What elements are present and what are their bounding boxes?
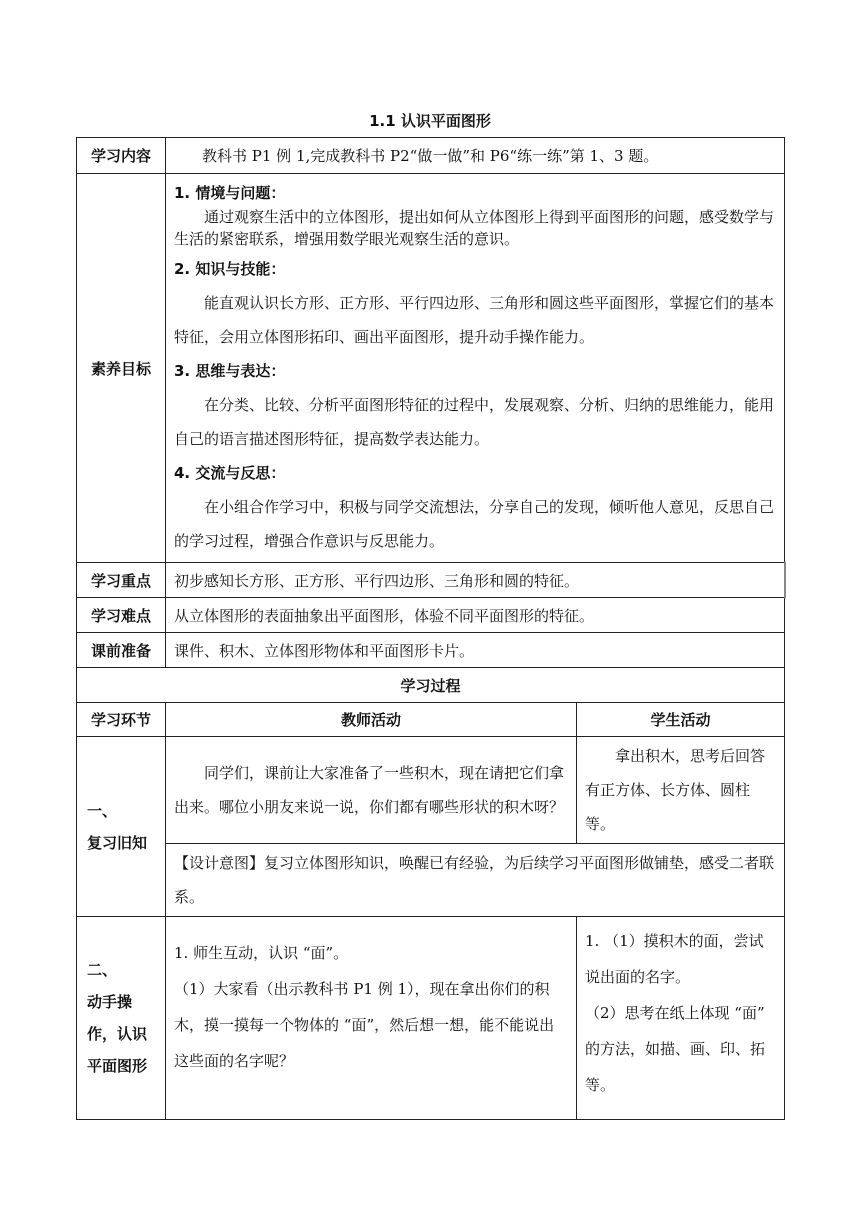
- label-difficulty: 学习难点: [77, 598, 166, 633]
- stage2-student: [577, 917, 785, 1120]
- goals-cell: [166, 174, 785, 563]
- key-text: 初步感知长方形、正方形、平行四边形、三角形和圆的特征。: [166, 563, 785, 598]
- label-content: 学习内容: [77, 138, 166, 174]
- prep-text: 课件、积木、立体图形物体和平面图形卡片。: [166, 633, 785, 668]
- goal-1-text: 通过观察生活中的立体图形，提出如何从立体图形上得到平面图形的问题，感受数学与生活的紧密联系，增强用数学眼光观察生活的意识。: [174, 208, 775, 248]
- row-prep: [77, 633, 785, 668]
- row-process-title: [77, 668, 785, 703]
- label-goals: 素养目标: [77, 174, 166, 563]
- label-prep: 课前准备: [77, 633, 166, 668]
- stage1-teacher: 同学们，课前让大家准备了一些积木，现在请把它们拿出来。哪位小朋友来说一说，你们都有哪些形状的积木呀？: [166, 737, 577, 844]
- stage1-label-line1: 一、: [87, 801, 118, 820]
- stage2-label-line4: 平面图形: [87, 1057, 148, 1075]
- header-student: 学生活动: [577, 703, 785, 737]
- content-text: 教科书 P1 例 1,完成教科书 P2“做一做”和 P6“练一练”第 1、3 题。: [166, 138, 785, 174]
- stage2-label: [77, 917, 166, 1120]
- stage2-label-line3: 作，认识: [87, 1025, 148, 1043]
- goal-4-heading: 4. 交流与反思：: [174, 464, 286, 482]
- stage2-teacher-line1: 1. 师生互动，认识 “面”。: [174, 944, 349, 962]
- row-content: [77, 138, 785, 174]
- goal-2-heading: 2. 知识与技能：: [174, 260, 286, 278]
- row-goals: [77, 174, 785, 563]
- header-stage: 学习环节: [77, 703, 166, 737]
- stage2-teacher: [166, 917, 577, 1120]
- row-process-headers: [77, 703, 785, 737]
- header-teacher: 教师活动: [166, 703, 577, 737]
- goal-3-heading: 3. 思维与表达：: [174, 362, 286, 380]
- row-stage2: [77, 917, 785, 1120]
- stage2-teacher-line2: （1）大家看（出示教科书 P1 例 1），现在拿出你们的积木，摸一摸每一个物体的 “面”，然后想一想，能不能说出这些面的名字呢？: [174, 980, 555, 1070]
- stage1-student: 拿出积木，思考后回答有正方体、长方体、圆柱等。: [577, 737, 785, 844]
- stage2-label-line2: 动手操: [87, 993, 133, 1011]
- stage2-student-line2: （2）思考在纸上体现 “面” 的方法，如描、画、印、拓等。: [585, 1004, 766, 1094]
- stage2-student-line1: 1. （1）摸积木的面，尝试说出面的名字。: [585, 932, 764, 986]
- label-key: 学习重点: [77, 563, 166, 598]
- stage1-label: [77, 737, 166, 917]
- difficulty-text: 从立体图形的表面抽象出平面图形，体验不同平面图形的特征。: [166, 598, 785, 633]
- goal-1-heading: 1. 情境与问题：: [174, 184, 286, 202]
- stage2-label-line1: 二、: [87, 961, 118, 979]
- lesson-plan-table: [76, 137, 786, 1120]
- stage1-label-line2: 复习旧知: [87, 833, 148, 852]
- row-stage1: [77, 737, 785, 844]
- row-difficulty: [77, 598, 785, 633]
- goal-3-text: 在分类、比较、分析平面图形特征的过程中，发展观察、分析、归纳的思维能力，能用自己的语言描述图形特征，提高数学表达能力。: [174, 396, 775, 448]
- stage1-design: 【设计意图】复习立体图形知识，唤醒已有经验，为后续学习平面图形做铺垫，感受二者联系。: [166, 844, 785, 917]
- process-title: 学习过程: [77, 668, 785, 703]
- goal-2-text: 能直观认识长方形、正方形、平行四边形、三角形和圆这些平面图形，掌握它们的基本特征，会用立体图形拓印、画出平面图形，提升动手操作能力。: [174, 294, 775, 346]
- row-stage1-design: [77, 844, 785, 917]
- goal-4-text: 在小组合作学习中，积极与同学交流想法，分享自己的发现，倾听他人意见，反思自己的学习过程，增强合作意识与反思能力。: [174, 498, 775, 550]
- document-title: 1.1 认识平面图形: [369, 112, 491, 130]
- row-key: [77, 563, 785, 598]
